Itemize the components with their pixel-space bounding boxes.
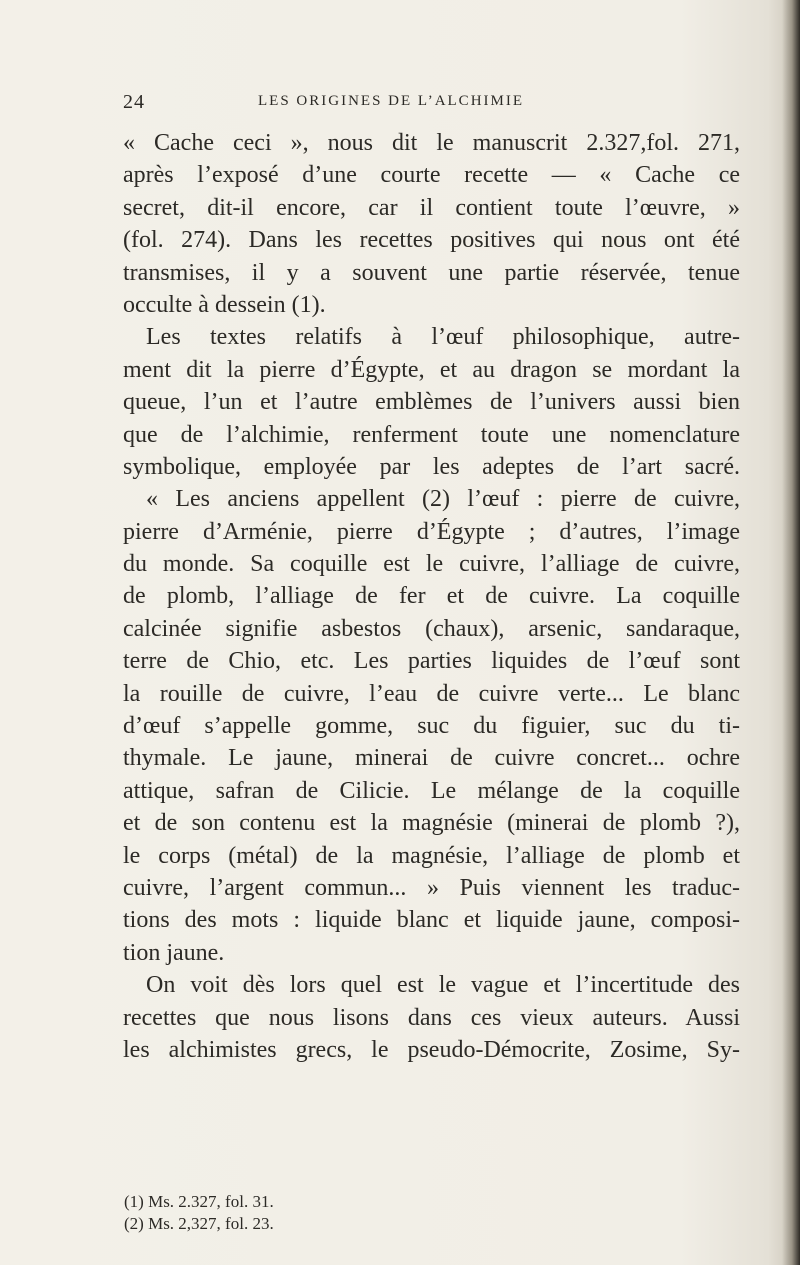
text-line: tion jaune.	[123, 939, 225, 966]
text-line: recettes que nous lisons dans ces vieux auteurs. Aussi	[123, 1004, 740, 1031]
text-line: ment dit la pierre d’Égypte, et au dragon se mordant la	[123, 356, 740, 383]
text-line: les alchimistes grecs, le pseudo-Démocrite, Zosime, Sy-	[123, 1036, 740, 1063]
body-text	[123, 127, 740, 1066]
text-line: (fol. 274). Dans les recettes positives qui nous ont été	[123, 227, 740, 254]
page-header	[0, 91, 790, 117]
text-line: et de son contenu est la magnésie (minerai de plomb ?),	[123, 810, 740, 837]
text-line: terre de Chio, etc. Les parties liquides de l’œuf sont	[123, 648, 740, 675]
page-edge-shadow	[782, 0, 800, 1265]
text-line: le corps (métal) de la magnésie, l’alliage de plomb et	[123, 842, 740, 869]
text-line: d’œuf s’appelle gomme, suc du figuier, suc du ti-	[123, 713, 740, 740]
text-line: pierre d’Arménie, pierre d’Égypte ; d’autres, l’image	[123, 518, 740, 545]
text-line: occulte à dessein (1).	[123, 291, 326, 318]
text-line: secret, dit-il encore, car il contient toute l’œuvre, »	[123, 194, 740, 221]
text-line: cuivre, l’argent commun... » Puis viennent les traduc-	[123, 874, 740, 901]
text-line: thymale. Le jaune, minerai de cuivre concret... ochre	[123, 745, 740, 772]
page-number: 24	[123, 91, 145, 113]
text-line: tions des mots : liquide blanc et liquide jaune, composi-	[123, 907, 740, 934]
text-line: Les textes relatifs à l’œuf philosophique, autre-	[146, 324, 740, 351]
text-line: de plomb, l’alliage de fer et de cuivre. La coquille	[123, 583, 740, 610]
footnote: (2) Ms. 2,327, fol. 23.	[124, 1214, 274, 1233]
footnotes	[124, 1191, 524, 1235]
text-line: « Les anciens appellent (2) l’œuf : pierre de cuivre,	[146, 486, 740, 513]
text-line: après l’exposé d’une courte recette — « Cache ce	[123, 162, 740, 189]
running-title: LES ORIGINES DE L’ALCHIMIE	[258, 93, 525, 109]
text-line: symbolique, employée par les adeptes de l’art sacré.	[123, 453, 740, 480]
text-line: attique, safran de Cilicie. Le mélange de la coquille	[123, 777, 740, 804]
text-line: queue, l’un et l’autre emblèmes de l’univers aussi bien	[123, 389, 740, 416]
text-line: « Cache ceci », nous dit le manuscrit 2.327,fol. 271,	[123, 130, 740, 156]
text-line: du monde. Sa coquille est le cuivre, l’alliage de cuivre,	[123, 551, 740, 578]
text-line: transmises, il y a souvent une partie réservée, tenue	[123, 259, 740, 286]
text-line: On voit dès lors quel est le vague et l’incertitude des	[146, 972, 740, 999]
footnote: (1) Ms. 2.327, fol. 31.	[124, 1192, 274, 1211]
text-line: calcinée signifie asbestos (chaux), arsenic, sandaraque,	[123, 615, 740, 642]
text-line: que de l’alchimie, renferment toute une nomenclature	[123, 421, 740, 448]
text-line: la rouille de cuivre, l’eau de cuivre verte... Le blanc	[123, 680, 740, 707]
